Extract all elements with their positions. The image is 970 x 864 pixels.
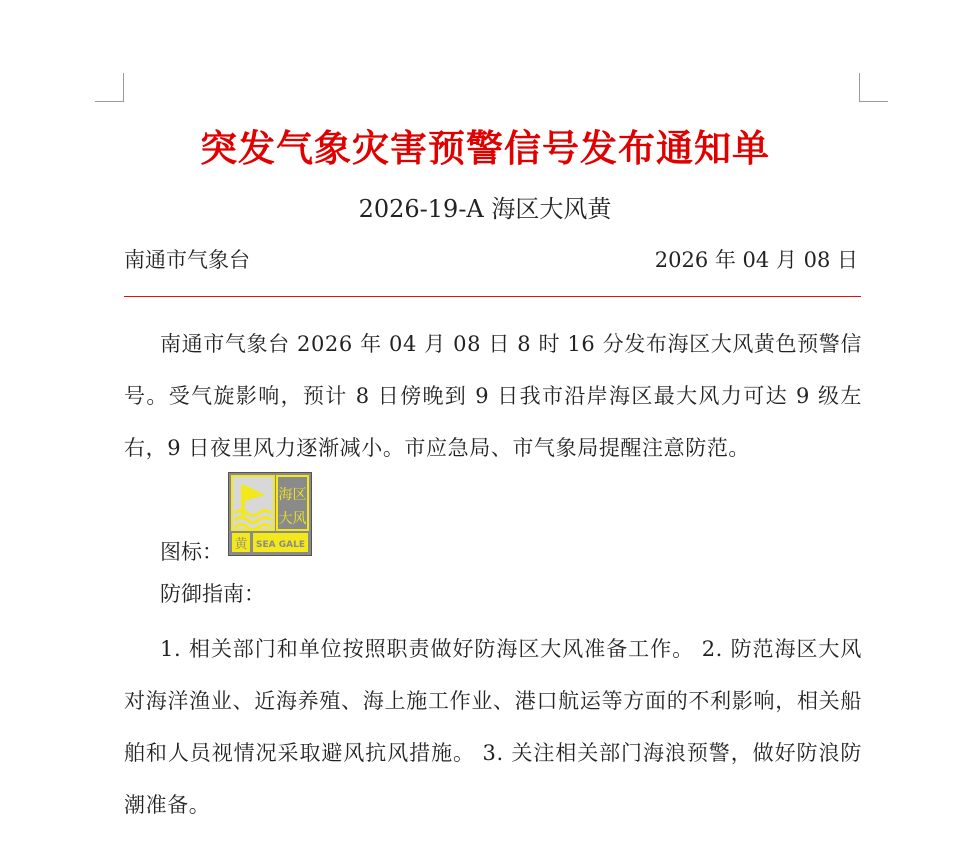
signal-text-top: 海区 — [278, 487, 307, 503]
warning-body-text: 南通市气象台 2026 年 04 月 08 日 8 时 16 分发布海区大风黄色预警信号。受气旋影响，预计 8 日傍晚到 9 日我市沿岸海区最大风力可达 9 级左右，9 日夜里风力逐渐减小。市应急局、市气象局提醒注意防范。 — [124, 332, 862, 460]
signal-level-text: 黄 — [234, 537, 248, 552]
issue-date: 2026 年 04 月 08 日 — [654, 248, 858, 272]
defense-guide-label: 防御指南： — [160, 582, 265, 606]
document-subtitle: 2026-19-A 海区大风黄 — [358, 195, 612, 223]
defense-guide-text: 1. 相关部门和单位按照职责做好防海区大风准备工作。 2. 防范海区大风对海洋渔业、近海养殖、海上施工作业、港口航运等方面的不利影响，相关船舶和人员视情况采取避风抗风措施。 3. 关注相关部门海浪预警，做好防浪防潮准备。 — [124, 637, 862, 817]
signal-english-text: SEA GALE — [256, 540, 305, 550]
issuer-name: 南通市气象台 — [124, 248, 250, 272]
document-title: 突发气象灾害预警信号发布通知单 — [200, 126, 770, 170]
page-corner-mark-top-left — [95, 73, 124, 102]
signal-text-mid: 大风 — [278, 511, 307, 527]
sea-gale-yellow-warning-icon — [228, 472, 312, 556]
page-corner-mark-top-right — [859, 73, 888, 102]
icon-label: 图标： — [160, 540, 223, 564]
header-divider — [124, 296, 861, 297]
